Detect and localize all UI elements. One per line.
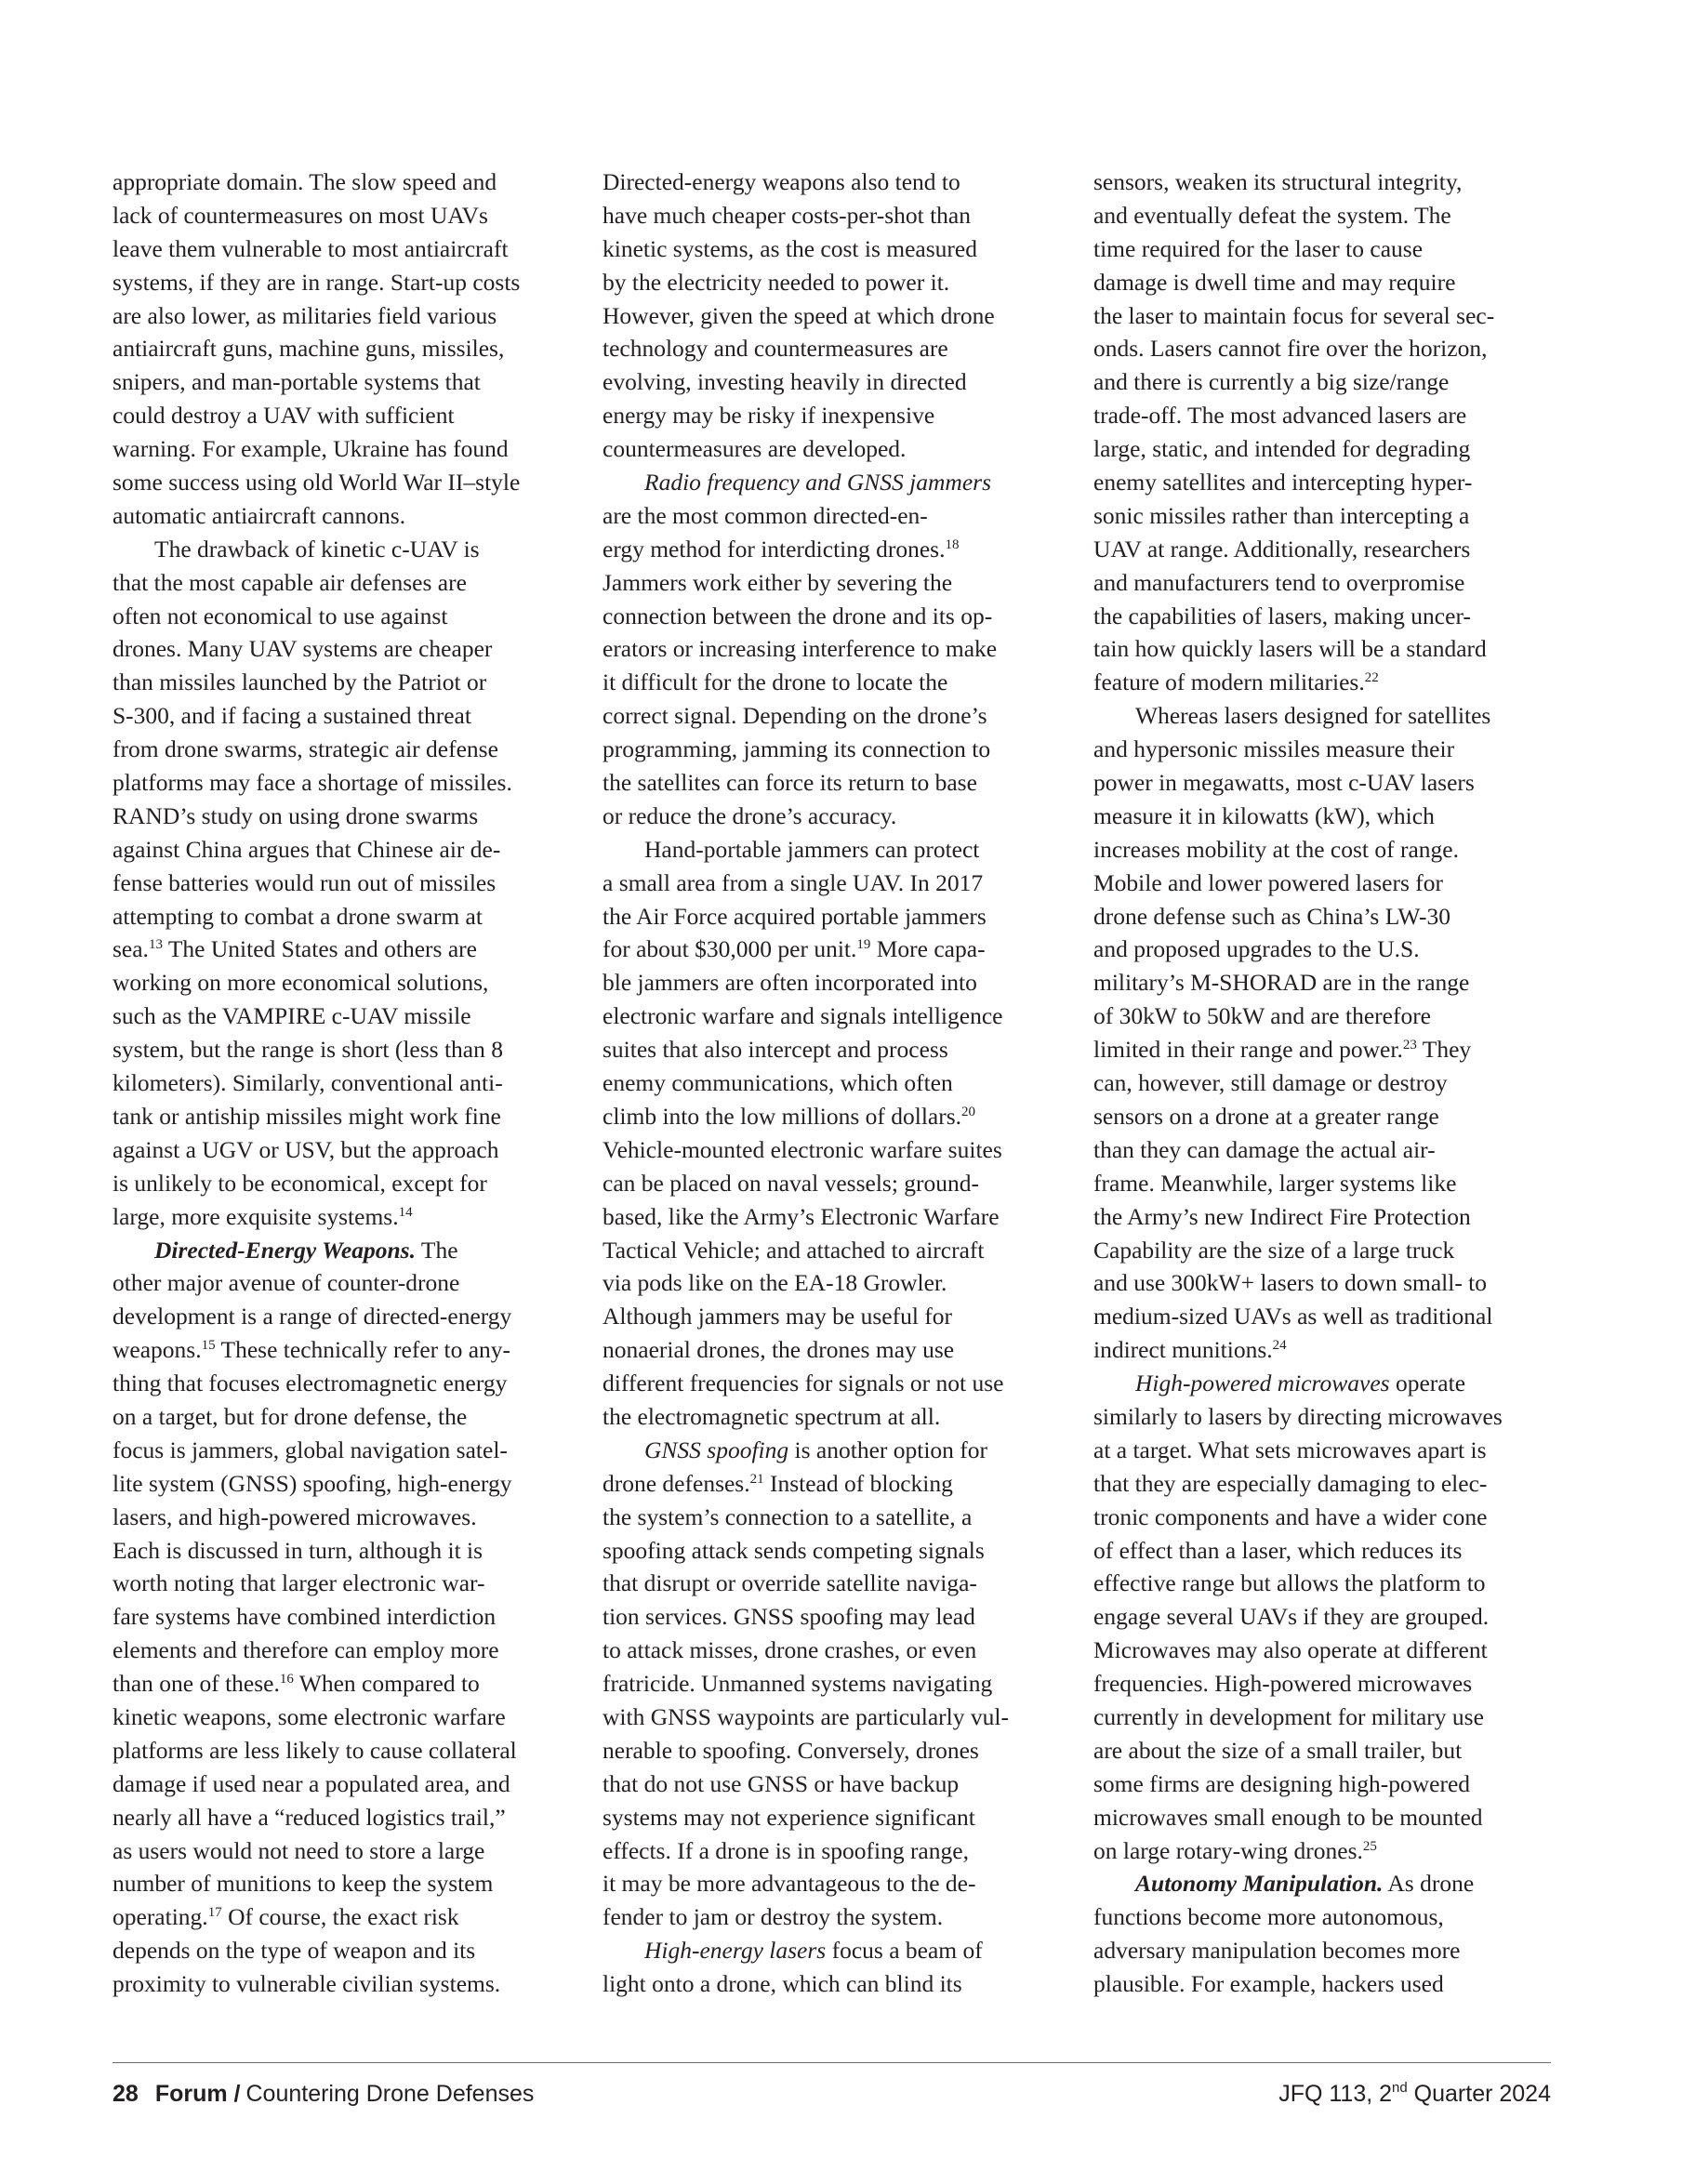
text-line: development is a range of directed-energy <box>113 1303 512 1330</box>
text-line: power in megawatts, most c-UAV lasers <box>1093 769 1475 797</box>
text-line: Autonomy Manipulation. As drone <box>1135 1870 1475 1898</box>
text-line: climb into the low millions of dollars.$^{20}$ <box>603 1102 976 1130</box>
text-line: trade-off. The most advanced lasers are <box>1093 402 1467 430</box>
text-line: than they can damage the actual air- <box>1093 1135 1436 1163</box>
text-line: proximity to vulnerable civilian systems. <box>113 1970 501 1998</box>
text-line: attempting to combat a drone swarm at <box>113 902 483 930</box>
text-line: systems may not experience significant <box>603 1803 975 1831</box>
footnote-ref[interactable]: 25 <box>1362 1838 1377 1854</box>
text-line: and eventually defeat the system. The <box>1093 201 1451 229</box>
text-line: number of munitions to keep the system <box>113 1870 494 1898</box>
text-line: can, however, still damage or destroy <box>1093 1069 1448 1097</box>
text-line: Mobile and lower powered lasers for <box>1093 868 1444 896</box>
text-line <box>603 466 1064 499</box>
text-line: UAV at range. Additionally, researchers <box>1093 535 1471 563</box>
text-line: at a target. What sets microwaves apart is <box>1093 1436 1487 1463</box>
text-line: have much cheaper costs-per-shot than <box>603 201 971 229</box>
text-line: Tactical Vehicle; and attached to aircraft <box>603 1236 985 1264</box>
text-line: evolving, investing heavily in directed <box>603 368 967 396</box>
text-line: than missiles launched by the Patriot or <box>113 668 487 696</box>
text-line: Hand-portable jammers can protect <box>644 835 980 863</box>
footnote-ref[interactable]: 18 <box>945 536 960 552</box>
footnote-ref[interactable]: 22 <box>1364 670 1379 686</box>
text-line: countermeasures are developed. <box>603 435 907 463</box>
text-line: correct signal. Depending on the drone’s <box>603 702 987 730</box>
text-line: are also lower, as militaries field various <box>113 301 497 329</box>
text-line: thing that focuses electromagnetic energy <box>113 1370 508 1397</box>
text-line: worth noting that larger electronic war- <box>113 1569 485 1597</box>
run-in-heading: GNSS spoofing <box>644 1436 789 1463</box>
text-line: fender to jam or destroy the system. <box>603 1903 944 1931</box>
text-line: ble jammers are often incorporated into <box>603 969 977 997</box>
text-line: large, static, and intended for degrading <box>1093 435 1471 463</box>
text-line: time required for the laser to cause <box>1093 234 1424 262</box>
text-line: the laser to maintain focus for several sec- <box>1093 301 1495 329</box>
text-line: Each is discussed in turn, although it is <box>113 1536 483 1564</box>
text-line: of effect than a laser, which reduces its <box>1093 1536 1463 1564</box>
text-line: enemy satellites and intercepting hyper- <box>1093 469 1473 496</box>
text-line: Vehicle-mounted electronic warfare suites <box>603 1135 1002 1163</box>
text-line: that do not use GNSS or have backup <box>603 1769 960 1797</box>
text-line: fense batteries would run out of missiles <box>113 868 497 896</box>
text-line: similarly to lasers by directing microwaves <box>1093 1402 1503 1430</box>
text-line: sensors on a drone at a greater range <box>1093 1102 1439 1130</box>
text-line: plausible. For example, hackers used <box>1093 1970 1444 1998</box>
text-line: The drawback of kinetic c-UAV is <box>154 535 480 563</box>
text-line: suites that also intercept and process <box>603 1036 948 1064</box>
text-line: lack of countermeasures on most UAVs <box>113 201 488 229</box>
text-line: ergy method for interdicting drones.$^{18}$ <box>603 535 960 563</box>
text-line: Jammers work either by severing the <box>603 568 953 596</box>
text-line: effects. If a drone is in spoofing range, <box>603 1836 969 1864</box>
footer-left <box>113 2075 534 2112</box>
text-column-1 <box>113 165 574 2001</box>
text-line: on large rotary-wing drones.$^{25}$ <box>1093 1836 1377 1864</box>
text-line: High-energy lasers focus a beam of <box>644 1937 983 1965</box>
text-line: measure it in kilowatts (kW), which <box>1093 801 1435 829</box>
text-line: S-300, and if facing a sustained threat <box>113 702 471 730</box>
footnote-ref[interactable]: 21 <box>749 1471 764 1487</box>
text-line: lasers, and high-powered microwaves. <box>113 1502 477 1530</box>
footnote-ref[interactable]: 19 <box>856 937 871 953</box>
text-line: effective range but allows the platform to <box>1093 1569 1486 1597</box>
text-line: RAND’s study on using drone swarms <box>113 801 479 829</box>
text-line: by the electricity needed to power it. <box>603 268 950 296</box>
footnote-ref[interactable]: 13 <box>148 937 163 953</box>
text-line: appropriate domain. The slow speed and <box>113 168 497 195</box>
text-line: elements and therefore can employ more <box>113 1636 499 1664</box>
text-line: different frequencies for signals or not use <box>603 1370 1004 1397</box>
footnote-ref[interactable]: 23 <box>1402 1038 1417 1053</box>
text-line: fratricide. Unmanned systems navigating <box>603 1670 993 1698</box>
text-line: as users would not need to store a large <box>113 1836 485 1864</box>
text-line: spoofing attack sends competing signals <box>603 1536 985 1564</box>
text-line: with GNSS waypoints are particularly vul- <box>603 1702 1009 1730</box>
text-line: warning. For example, Ukraine has found <box>113 435 509 463</box>
text-line: technology and countermeasures are <box>603 335 948 363</box>
text-line: erators or increasing interference to make <box>603 635 998 663</box>
text-line: microwaves small enough to be mounted <box>1093 1803 1483 1831</box>
text-line: damage is dwell time and may require <box>1093 268 1456 296</box>
text-line: of 30kW to 50kW and are therefore <box>1093 1002 1432 1030</box>
text-line: onds. Lasers cannot fire over the horizon, <box>1093 335 1488 363</box>
text-line: Although jammers may be useful for <box>603 1303 953 1330</box>
text-line: Whereas lasers designed for satellites <box>1135 702 1491 730</box>
run-in-heading: Directed-Energy Weapons. <box>154 1236 416 1264</box>
text-line: tank or antiship missiles might work fine <box>113 1102 501 1130</box>
text-line: frame. Meanwhile, larger systems like <box>1093 1169 1457 1197</box>
text-line: enemy communications, which often <box>603 1069 953 1097</box>
footnote-ref[interactable]: 20 <box>961 1104 976 1119</box>
text-line: systems, if they are in range. Start-up costs <box>113 268 521 296</box>
text-line: that disrupt or override satellite naviga- <box>603 1569 977 1597</box>
text-line: against a UGV or USV, but the approach <box>113 1135 499 1163</box>
text-line: operating.$^{17}$ Of course, the exact risk <box>113 1903 459 1931</box>
text-line: platforms may face a shortage of missiles. <box>113 769 512 797</box>
text-line: it may be more advantageous to the de- <box>603 1870 976 1898</box>
run-in-heading: Autonomy Manipulation. <box>1135 1870 1384 1898</box>
text-line: such as the VAMPIRE c-UAV missile <box>113 1002 471 1030</box>
text-line: weapons.$^{15}$ These technically refer to any- <box>113 1336 511 1364</box>
text-line: to attack misses, drone crashes, or even <box>603 1636 977 1664</box>
text-line: from drone swarms, strategic air defense <box>113 735 498 763</box>
text-line: adversary manipulation becomes more <box>1093 1937 1461 1965</box>
text-line: are the most common directed-en- <box>603 501 928 529</box>
ordinal-suffix: nd <box>1392 2080 1408 2096</box>
text-line: Directed-energy weapons also tend to <box>603 168 960 195</box>
footnote-ref[interactable]: 14 <box>398 1204 413 1220</box>
run-in-heading: Radio frequency and GNSS jammers <box>644 469 991 496</box>
text-line: feature of modern militaries.$^{22}$ <box>1093 668 1379 696</box>
text-line: nerable to spoofing. Conversely, drones <box>603 1736 979 1764</box>
text-line: and hypersonic missiles measure their <box>1093 735 1455 763</box>
text-line: the Air Force acquired portable jammers <box>603 902 987 930</box>
text-line: and there is currently a big size/range <box>1093 368 1450 396</box>
text-line: light onto a drone, which can blind its <box>603 1970 962 1998</box>
run-in-heading: High-powered microwaves <box>1135 1370 1390 1397</box>
text-line: via pods like on the EA-18 Growler. <box>603 1269 947 1297</box>
text-line: focus is jammers, global navigation satel- <box>113 1436 508 1463</box>
text-line: sonic missiles rather than intercepting a <box>1093 501 1470 529</box>
text-line: some success using old World War II–style <box>113 469 521 496</box>
text-line: Capability are the size of a large truck <box>1093 1236 1455 1264</box>
footnote-ref[interactable]: 16 <box>279 1672 294 1688</box>
text-column-3 <box>1093 165 1555 2001</box>
footer-divider <box>113 2062 1551 2063</box>
footnote-ref[interactable]: 15 <box>201 1338 216 1354</box>
text-line: functions become more autonomous, <box>1093 1903 1444 1931</box>
text-line: are about the size of a small trailer, but <box>1093 1736 1463 1764</box>
text-line: can be placed on naval vessels; ground- <box>603 1169 980 1197</box>
text-line: that the most capable air defenses are <box>113 568 467 596</box>
text-line: tion services. GNSS spoofing may lead <box>603 1603 975 1631</box>
text-line: High-powered microwaves operate <box>1135 1370 1466 1397</box>
text-line: medium-sized UAVs as well as traditional <box>1093 1303 1493 1330</box>
text-line: drone defenses.$^{21}$ Instead of blocking <box>603 1469 953 1497</box>
text-line: automatic antiaircraft cannons. <box>113 501 406 529</box>
text-line: tain how quickly lasers will be a standard <box>1093 635 1487 663</box>
text-line: Directed-Energy Weapons. The <box>154 1236 458 1264</box>
text-line: However, given the speed at which drone <box>603 301 995 329</box>
text-line: large, more exquisite systems.$^{14}$ <box>113 1202 413 1230</box>
text-line: based, like the Army’s Electronic Warfare <box>603 1202 1000 1230</box>
run-in-heading: High-energy lasers <box>644 1937 827 1965</box>
text-line: against China argues that Chinese air de- <box>113 835 501 863</box>
text-line: lite system (GNSS) spoofing, high-energy <box>113 1469 512 1497</box>
text-line: damage if used near a populated area, and <box>113 1769 510 1797</box>
text-line: a small area from a single UAV. In 2017 <box>603 868 984 896</box>
text-line: the capabilities of lasers, making uncer- <box>1093 602 1471 629</box>
text-line: some firms are designing high-powered <box>1093 1769 1471 1797</box>
text-line: working on more economical solutions, <box>113 969 489 997</box>
text-line: and proposed upgrades to the U.S. <box>1093 935 1420 963</box>
text-line: frequencies. High-powered microwaves <box>1093 1670 1473 1698</box>
text-line: kinetic systems, as the cost is measured <box>603 234 977 262</box>
text-line: kinetic weapons, some electronic warfare <box>113 1702 506 1730</box>
text-line: drones. Many UAV systems are cheaper <box>113 635 493 663</box>
text-line: electronic warfare and signals intelligence <box>603 1002 1003 1030</box>
text-line: engage several UAVs if they are grouped. <box>1093 1603 1490 1631</box>
text-line: increases mobility at the cost of range. <box>1093 835 1459 863</box>
text-line: connection between the drone and its op- <box>603 602 993 629</box>
text-line: limited in their range and power.$^{23}$ They <box>1093 1036 1472 1064</box>
section-label: Forum / <box>154 2081 241 2107</box>
text-line: military’s M-SHORAD are in the range <box>1093 969 1470 997</box>
footnote-ref[interactable]: 24 <box>1272 1338 1287 1354</box>
text-line: leave them vulnerable to most antiaircraft <box>113 234 509 262</box>
text-line: than one of these.$^{16}$ When compared to <box>113 1670 480 1698</box>
article-title: Countering Drone Defenses <box>245 2081 535 2107</box>
footnote-ref[interactable]: 17 <box>207 1905 222 1921</box>
text-line: sea.$^{13}$ The United States and others are <box>113 935 477 963</box>
text-line: nearly all have a “reduced logistics trail,” <box>113 1803 506 1831</box>
text-line: or reduce the drone’s accuracy. <box>603 801 897 829</box>
text-line: often not economical to use against <box>113 602 448 629</box>
text-line: system, but the range is short (less than 8 <box>113 1036 503 1064</box>
text-line: depends on the type of weapon and its <box>113 1937 476 1965</box>
text-line: currently in development for military use <box>1093 1702 1484 1730</box>
text-line: sensors, weaken its structural integrity, <box>1093 168 1463 195</box>
text-line: energy may be risky if inexpensive <box>603 402 935 430</box>
text-line: other major avenue of counter-drone <box>113 1269 460 1297</box>
text-line: the satellites can force its return to base <box>603 769 977 797</box>
text-line: is unlikely to be economical, except for <box>113 1169 487 1197</box>
text-line: and use 300kW+ lasers to down small- to <box>1093 1269 1488 1297</box>
text-line: for about $30,000 per unit.$^{19}$ More capa- <box>603 935 986 963</box>
text-line: Microwaves may also operate at different <box>1093 1636 1488 1664</box>
text-line: indirect munitions.$^{24}$ <box>1093 1336 1287 1364</box>
journal-issue: JFQ 113, 2nd Quarter 2024 <box>1278 2080 1551 2107</box>
text-line: drone defense such as China’s LW-30 <box>1093 902 1451 930</box>
text-line: snipers, and man-portable systems that <box>113 368 481 396</box>
text-line: the Army’s new Indirect Fire Protection <box>1093 1202 1471 1230</box>
page-footer <box>113 2075 1551 2112</box>
text-line: fare systems have combined interdiction <box>113 1603 497 1631</box>
text-line: platforms are less likely to cause collateral <box>113 1736 517 1764</box>
text-line: antiaircraft guns, machine guns, missiles, <box>113 335 505 363</box>
text-line: the electromagnetic spectrum at all. <box>603 1402 941 1430</box>
text-column-2 <box>603 165 1064 2001</box>
text-line: the system’s connection to a satellite, a <box>603 1502 973 1530</box>
text-line: nonaerial drones, the drones may use <box>603 1336 955 1364</box>
text-line: it difficult for the drone to locate the <box>603 668 948 696</box>
text-line: could destroy a UAV with sufficient <box>113 402 455 430</box>
page-number: 28 <box>113 2081 139 2107</box>
text-line: on a target, but for drone defense, the <box>113 1402 468 1430</box>
text-line: and manufacturers tend to overpromise <box>1093 568 1465 596</box>
text-line: that they are especially damaging to elec- <box>1093 1469 1488 1497</box>
text-line: kilometers). Similarly, conventional anti- <box>113 1069 503 1097</box>
text-line: GNSS spoofing is another option for <box>644 1436 988 1463</box>
text-line: programming, jamming its connection to <box>603 735 991 763</box>
text-line: tronic components and have a wider cone <box>1093 1502 1488 1530</box>
